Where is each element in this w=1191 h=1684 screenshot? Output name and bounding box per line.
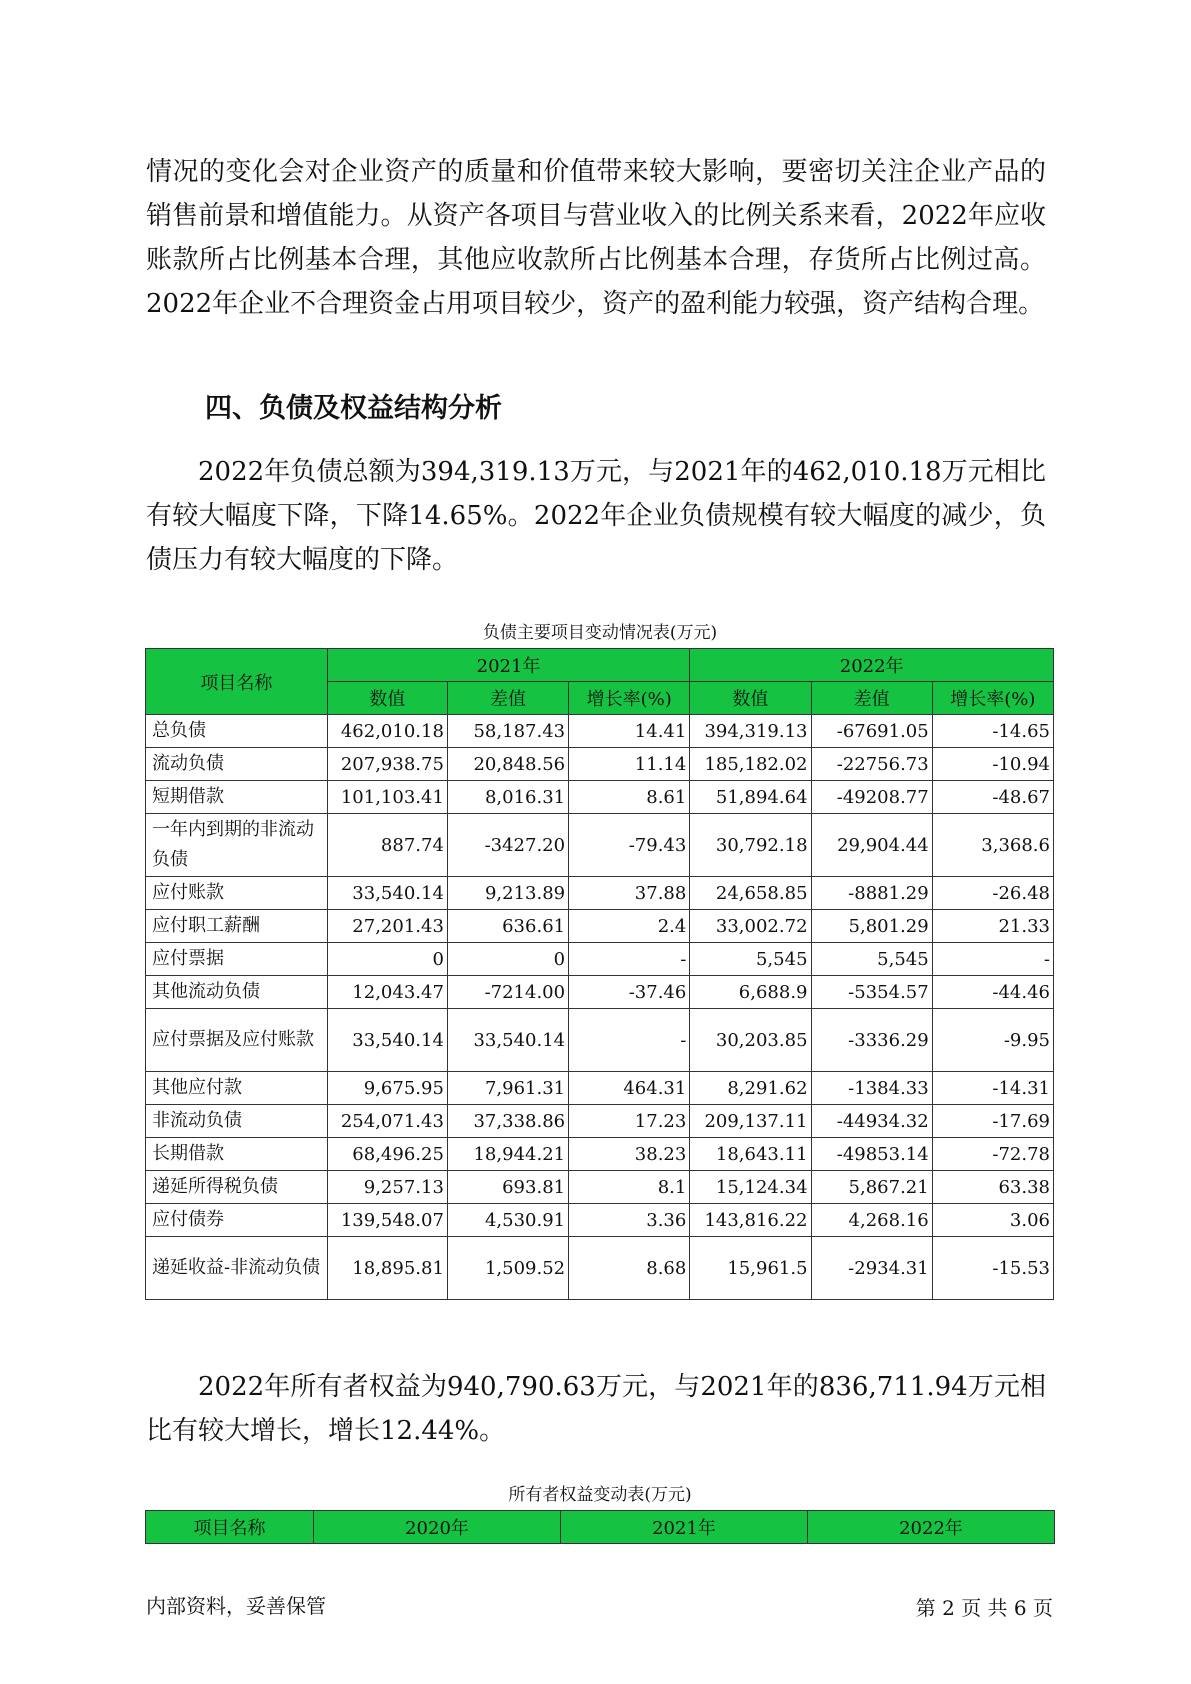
subheader-value: 数值	[690, 682, 811, 715]
table-cell: 20,848.56	[447, 748, 568, 781]
table-cell: 3,368.6	[932, 814, 1053, 877]
table-cell: -14.31	[932, 1072, 1053, 1105]
row-label: 应付票据	[146, 943, 328, 976]
table-row	[146, 814, 1054, 877]
row-label: 应付职工薪酬	[146, 910, 328, 943]
table-cell: -17.69	[932, 1105, 1053, 1138]
table-cell: 0	[327, 943, 447, 976]
table-cell: 4,268.16	[811, 1204, 932, 1237]
table-cell: -79.43	[569, 814, 690, 877]
table-cell: 38.23	[569, 1138, 690, 1171]
table-cell: 143,816.22	[690, 1204, 811, 1237]
row-label: 递延收益-非流动负债	[146, 1237, 328, 1300]
table-cell: -44934.32	[811, 1105, 932, 1138]
table-cell: 18,895.81	[327, 1237, 447, 1300]
table-cell: 1,509.52	[447, 1237, 568, 1300]
table-cell: 33,002.72	[690, 910, 811, 943]
table-cell: -48.67	[932, 781, 1053, 814]
table-cell: -22756.73	[811, 748, 932, 781]
table-row	[146, 877, 1054, 910]
row-label: 非流动负债	[146, 1105, 328, 1138]
table-cell: -67691.05	[811, 715, 932, 748]
row-label: 短期借款	[146, 781, 328, 814]
table-cell: 207,938.75	[327, 748, 447, 781]
subheader-growth: 增长率(%)	[569, 682, 690, 715]
table-cell: -10.94	[932, 748, 1053, 781]
table-row	[146, 1105, 1054, 1138]
table-cell: 17.23	[569, 1105, 690, 1138]
table-cell: 7,961.31	[447, 1072, 568, 1105]
table-cell: -26.48	[932, 877, 1053, 910]
subheader-value: 数值	[327, 682, 447, 715]
table-cell: -1384.33	[811, 1072, 932, 1105]
table-caption-liabilities: 负债主要项目变动情况表(万元)	[482, 623, 718, 643]
row-label: 其他流动负债	[146, 976, 328, 1009]
header-year-2021: 2021年	[561, 1511, 808, 1544]
table-cell: 8.1	[569, 1171, 690, 1204]
table-cell: 394,319.13	[690, 715, 811, 748]
table-cell: 887.74	[327, 814, 447, 877]
row-label: 递延所得税负债	[146, 1171, 328, 1204]
table-cell: -9.95	[932, 1009, 1053, 1072]
table-cell: 5,545	[811, 943, 932, 976]
header-year-2021: 2021年	[327, 649, 690, 682]
paragraph-asset-analysis: 情况的变化会对企业资产的质量和价值带来较大影响，要密切关注企业产品的销售前景和增值能力。从资产各项目与营业收入的比例关系来看，2022年应收账款所占比例基本合理，其他应收款所占比例基本合理，存货所占比例过高。2022年企业不合理资金占用项目较少，资产的盈利能力较强，资产结构合理。	[146, 157, 1046, 319]
table-cell: -8881.29	[811, 877, 932, 910]
table-cell: 2.4	[569, 910, 690, 943]
table-cell: 8.61	[569, 781, 690, 814]
table-cell: 51,894.64	[690, 781, 811, 814]
table-cell: 6,688.9	[690, 976, 811, 1009]
table-cell: 139,548.07	[327, 1204, 447, 1237]
table-row	[146, 1204, 1054, 1237]
table-cell: 37,338.86	[447, 1105, 568, 1138]
table-cell: -15.53	[932, 1237, 1053, 1300]
table-cell: 15,124.34	[690, 1171, 811, 1204]
table-cell: 29,904.44	[811, 814, 932, 877]
table-cell: -5354.57	[811, 976, 932, 1009]
table-cell: 8,016.31	[447, 781, 568, 814]
table-cell: 37.88	[569, 877, 690, 910]
row-label: 应付票据及应付账款	[146, 1009, 328, 1072]
table-cell: 5,545	[690, 943, 811, 976]
table-cell: 101,103.41	[327, 781, 447, 814]
table-cell: -3427.20	[447, 814, 568, 877]
table-cell: 0	[447, 943, 568, 976]
row-label: 其他应付款	[146, 1072, 328, 1105]
table-cell: 30,792.18	[690, 814, 811, 877]
table-cell: 11.14	[569, 748, 690, 781]
table-cell: 5,801.29	[811, 910, 932, 943]
header-year-2022: 2022年	[690, 649, 1054, 682]
table-row	[146, 1072, 1054, 1105]
footer-confidential-note: 内部资料，妥善保管	[146, 1594, 326, 1618]
table-cell: -44.46	[932, 976, 1053, 1009]
table-row	[146, 1009, 1054, 1072]
table-cell: 58,187.43	[447, 715, 568, 748]
table-cell: 3.06	[932, 1204, 1053, 1237]
table-cell: 4,530.91	[447, 1204, 568, 1237]
table-cell: -	[569, 1009, 690, 1072]
table-cell: 33,540.14	[327, 1009, 447, 1072]
table-cell: -72.78	[932, 1138, 1053, 1171]
table-cell: 27,201.43	[327, 910, 447, 943]
table-cell: 209,137.11	[690, 1105, 811, 1138]
table-row	[146, 910, 1054, 943]
table-cell: 3.36	[569, 1204, 690, 1237]
table-cell: 15,961.5	[690, 1237, 811, 1300]
table-cell: 9,213.89	[447, 877, 568, 910]
row-label: 总负债	[146, 715, 328, 748]
table-cell: 462,010.18	[327, 715, 447, 748]
row-label: 长期借款	[146, 1138, 328, 1171]
table-cell: -3336.29	[811, 1009, 932, 1072]
table-cell: -7214.00	[447, 976, 568, 1009]
table-cell: 8,291.62	[690, 1072, 811, 1105]
paragraph-equity-summary: 2022年所有者权益为940,790.63万元，与2021年的836,711.94万元相比有较大增长，增长12.44%。	[146, 1372, 1046, 1446]
equity-table	[145, 1510, 1055, 1544]
liabilities-table	[145, 648, 1054, 1300]
table-row	[146, 1138, 1054, 1171]
subheader-diff: 差值	[811, 682, 932, 715]
table-cell: -2934.31	[811, 1237, 932, 1300]
table-cell: -37.46	[569, 976, 690, 1009]
table-cell: 68,496.25	[327, 1138, 447, 1171]
table-cell: -49208.77	[811, 781, 932, 814]
table-cell: -	[932, 943, 1053, 976]
table-cell: 254,071.43	[327, 1105, 447, 1138]
table-row	[146, 1237, 1054, 1300]
table-cell: 9,257.13	[327, 1171, 447, 1204]
row-label: 应付债券	[146, 1204, 328, 1237]
table-caption-equity: 所有者权益变动表(万元)	[508, 1485, 692, 1505]
table-row	[146, 1171, 1054, 1204]
table-cell: 21.33	[932, 910, 1053, 943]
table-cell: -	[569, 943, 690, 976]
table-cell: 33,540.14	[327, 877, 447, 910]
table-row	[146, 976, 1054, 1009]
row-label: 流动负债	[146, 748, 328, 781]
page-number: 第 2 页 共 6 页	[915, 1596, 1053, 1620]
table-cell: 8.68	[569, 1237, 690, 1300]
table-cell: 185,182.02	[690, 748, 811, 781]
table-cell: 14.41	[569, 715, 690, 748]
table-cell: 63.38	[932, 1171, 1053, 1204]
table-row	[146, 943, 1054, 976]
table-cell: 24,658.85	[690, 877, 811, 910]
table-cell: 12,043.47	[327, 976, 447, 1009]
section-heading: 四、负债及权益结构分析	[205, 393, 502, 424]
table-cell: 18,643.11	[690, 1138, 811, 1171]
header-item-name: 项目名称	[146, 1511, 314, 1544]
table-cell: -49853.14	[811, 1138, 932, 1171]
table-cell: -14.65	[932, 715, 1053, 748]
table-cell: 33,540.14	[447, 1009, 568, 1072]
header-item-name: 项目名称	[146, 649, 328, 715]
subheader-growth: 增长率(%)	[932, 682, 1053, 715]
table-row	[146, 781, 1054, 814]
table-cell: 5,867.21	[811, 1171, 932, 1204]
table-cell: 693.81	[447, 1171, 568, 1204]
paragraph-liability-summary: 2022年负债总额为394,319.13万元，与2021年的462,010.18万元相比有较大幅度下降，下降14.65%。2022年企业负债规模有较大幅度的减少，负债压力有较大幅度的下降。	[146, 457, 1046, 575]
table-cell: 18,944.21	[447, 1138, 568, 1171]
table-cell: 30,203.85	[690, 1009, 811, 1072]
row-label: 应付账款	[146, 877, 328, 910]
subheader-diff: 差值	[447, 682, 568, 715]
table-cell: 9,675.95	[327, 1072, 447, 1105]
table-row	[146, 715, 1054, 748]
header-year-2022: 2022年	[808, 1511, 1055, 1544]
table-row	[146, 748, 1054, 781]
table-cell: 636.61	[447, 910, 568, 943]
table-cell: 464.31	[569, 1072, 690, 1105]
header-year-2020: 2020年	[314, 1511, 561, 1544]
row-label: 一年内到期的非流动负债	[146, 814, 328, 877]
